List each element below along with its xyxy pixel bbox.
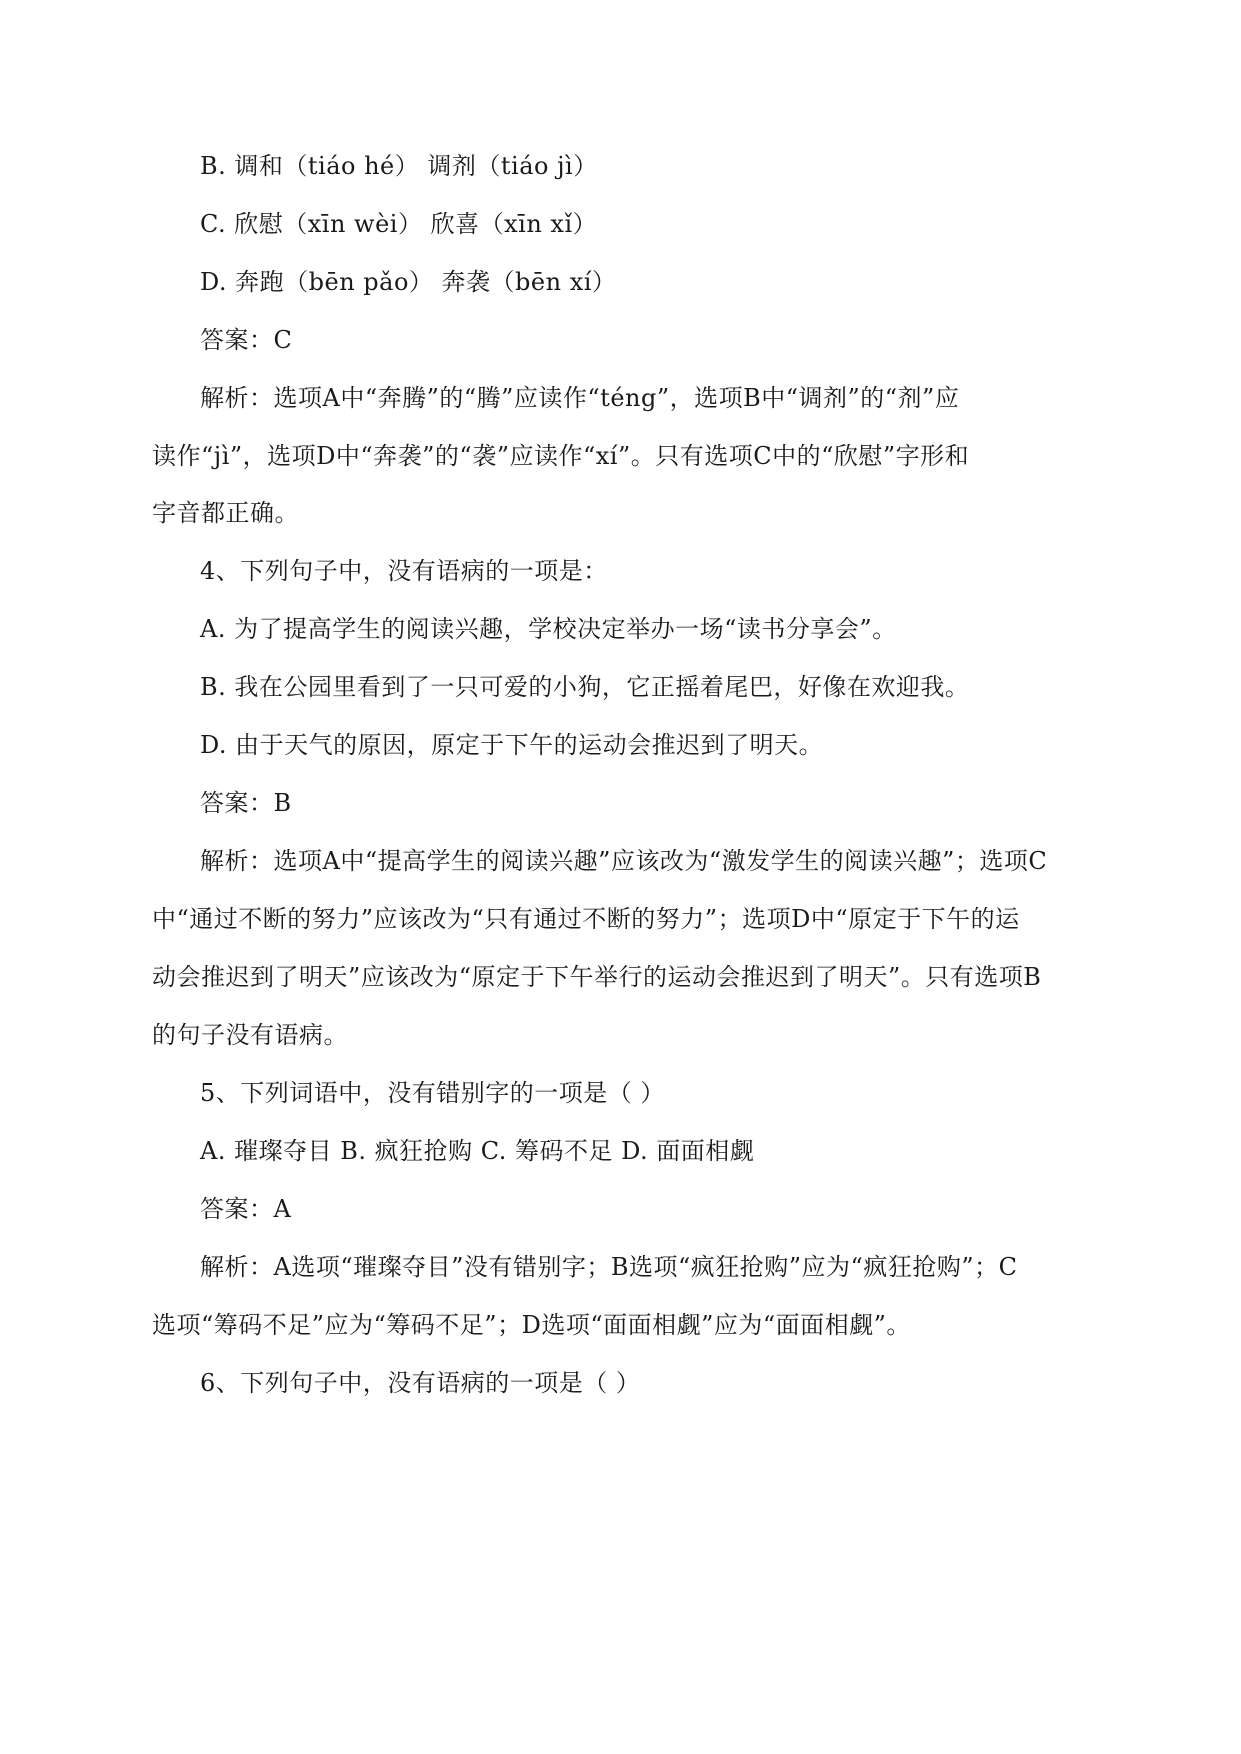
option-c-line: C. 欣慰（xīn wèi） 欣喜（xīn xǐ） [200, 210, 598, 238]
explanation-q3-line3: 字音都正确。 [152, 499, 299, 527]
option-d-line: D. 奔跑（bēn pǎo） 奔袭（bēn xí） [200, 268, 617, 296]
question-6: 6、下列句子中，没有语病的一项是（ ） [200, 1369, 641, 1397]
explanation-q5-line1: 解析：A选项“璀璨夺目”没有错别字；B选项“疯狂抢购”应为“疯狂抢购”；C [200, 1253, 1018, 1281]
option-b-line: B. 调和（tiáo hé） 调剂（tiáo jì） [200, 152, 598, 180]
question-5: 5、下列词语中，没有错别字的一项是（ ） [200, 1079, 665, 1107]
question-4: 4、下列句子中，没有语病的一项是： [200, 557, 608, 585]
explanation-q3-line2: 读作“jì”，选项D中“奔袭”的“袭”应读作“xí”。只有选项C中的“欣慰”字形和 [152, 442, 970, 470]
q5-options: A. 璀璨夺目 B. 疯狂抢购 C. 筹码不足 D. 面面相觑 [200, 1137, 755, 1165]
answer-q3: 答案：C [200, 326, 293, 354]
explanation-q5-line2: 选项“筹码不足”应为“筹码不足”；D选项“面面相觑”应为“面面相觑”。 [152, 1311, 911, 1339]
answer-q4: 答案：B [200, 789, 292, 817]
explanation-q4-line2: 中“通过不断的努力”应该改为“只有通过不断的努力”；选项D中“原定于下午的运 [152, 905, 1020, 933]
explanation-q4-line4: 的句子没有语病。 [152, 1021, 348, 1049]
q4-option-a: A. 为了提高学生的阅读兴趣，学校决定举办一场“读书分享会”。 [200, 615, 897, 643]
explanation-q4-line1: 解析：选项A中“提高学生的阅读兴趣”应该改为“激发学生的阅读兴趣”；选项C [200, 847, 1048, 875]
q4-option-d: D. 由于天气的原因，原定于下午的运动会推迟到了明天。 [200, 731, 824, 759]
q4-option-b: B. 我在公园里看到了一只可爱的小狗，它正摇着尾巴，好像在欢迎我。 [200, 673, 970, 701]
explanation-q4-line3: 动会推迟到了明天”应该改为“原定于下午举行的运动会推迟到了明天”。只有选项B [152, 963, 1042, 991]
explanation-q3-line1: 解析：选项A中“奔腾”的“腾”应读作“téng”，选项B中“调剂”的“剂”应 [200, 384, 960, 412]
answer-q5: 答案：A [200, 1195, 292, 1223]
